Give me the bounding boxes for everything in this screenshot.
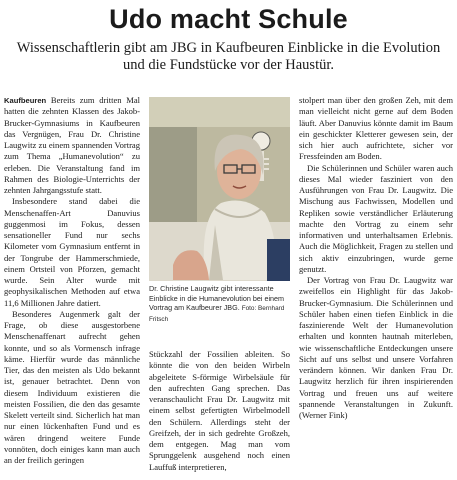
article-paragraph: Der Vortrag von Frau Dr. Laugwitz war zweifellos ein Highlight für das Jakob-Brucker-Gymnasium. Die Schülerinnen und Schüler haben einen tiefen Einblick in die faszinierende Welt der Humanevolution erhalten und konnten hautnah miterleben, wie wissenschaftliche Entdeckungen unsere Sicht auf uns selbst und unsere Vorfahren verändern können. Wir danken Frau Dr. Laugwitz herzlich für ihren inspirierenden Vortrag und freuen uns auf weitere spannende Veranstaltungen in Zukunft. (Werner Fink) [299,275,453,420]
article-paragraph: Die Schülerinnen und Schüler waren auch dieses Mal wieder fasziniert von den Ausführungen von Frau Dr. Laugwitz. Die Mischung aus Fachwissen, Modellen und Repliken sowie verständlicher Erläuterung machte den Vortrag zu einem sehr informativen und unterhaltsamen Erlebnis. Auch die Möglichkeit, Fragen zu stellen und sich aktiv einzubringen, wurde gerne genutzt. [299,162,453,274]
photo-credit: Foto: Bernhard Fritsch [149,305,285,323]
article-paragraph: Besonderes Augenmerk galt der Frage, ob diese ausgestorbene Menschenaffenart aufrecht gehen konnte, und so als Vormensch infrage käme. Hierfür wurde das männliche Tier, das den meisten als Udo bekannt ist, genauer betrachtet. Denn von diesem Individuum existieren die meisten Fossilien, die den das gesamte Skelett verteilt sind. Sicherlich hat man nur einen lückenhaften Fund und es wären dringend weitere Funde vonnöten, doch einiges kann man auch an der freilich geringen [4,308,140,465]
paragraph-text: Bereits zum dritten Mal hatten die zehnten Klassen des Jakob-Brucker-Gymnasiums in Kaufbeuren das Vergnügen, Frau Dr. Christine Laugwitz zu einem spannenden Vortrag zum Thema „Humanevolution“ zu erleben. Die Veranstaltung fand im Rahmen des Biologie-Unterrichts der zehnten Jahrgangsstufe statt. [4,95,140,195]
article-subheadline: Wissenschaftlerin gibt am JBG in Kaufbeuren Einblicke in die Evolution und die Fundstücke vor der Haustür. [16,40,441,73]
article-column-2 [149,349,290,473]
article-paragraph: Stückzahl der Fossilien ableiten. So könnte die von den beiden Wirbeln abgeleitete S-förmige Wirbelsäule für den aufrechten Gang sprechen. Das veranschaulicht Frau Dr. Laugwitz mit einem selbst gefertigten Wirbelmodell den Schülern. Allerdings steht der Greifzeh, der in sich gedrehte Großzeh, dem entgegen. Mag man vom Sprunggelenk ausgehend noch einen Lauffuß interpretieren, [149,349,290,472]
photo-caption [149,284,290,324]
caption-text: Dr. Christine Laugwitz gibt interessante Einblicke in die Humanevolution bei einem Vortrag am Kaufbeurer JBG. [149,284,285,313]
dateline: Kaufbeuren [4,96,47,105]
lecturer-photo-illustration [149,97,290,281]
article-paragraph: stolpert man über den großen Zeh, mit dem man vielleicht nicht gerne auf dem Boden läuft. Aber Danuvius könnte damit im Baum ein geschickter Kletterer gewesen sein, der sich hier auch aufrichtete, sicher vor Fressfeinden am Boden. [299,95,453,162]
article-column-3 [299,95,453,421]
article-headline: Udo macht Schule [109,4,348,34]
article-column-1 [4,95,140,466]
article-paragraph [4,95,140,196]
article-paragraph: Insbesondere stand dabei die Menschenaffen-Art Danuvius guggenmosi im Fokus, dessen sensationeller Fund nur sechs Kilometer vom Gymnasium entfernt in der Tongrube der Hammerschmiede, einem Ortsteil von Pforzen, gemacht wurde. Sein Alter wurde mit geophysikalischen Methoden auf etwa 11,6 Millionen Jahre datiert. [4,196,140,308]
article-photo [149,97,290,281]
